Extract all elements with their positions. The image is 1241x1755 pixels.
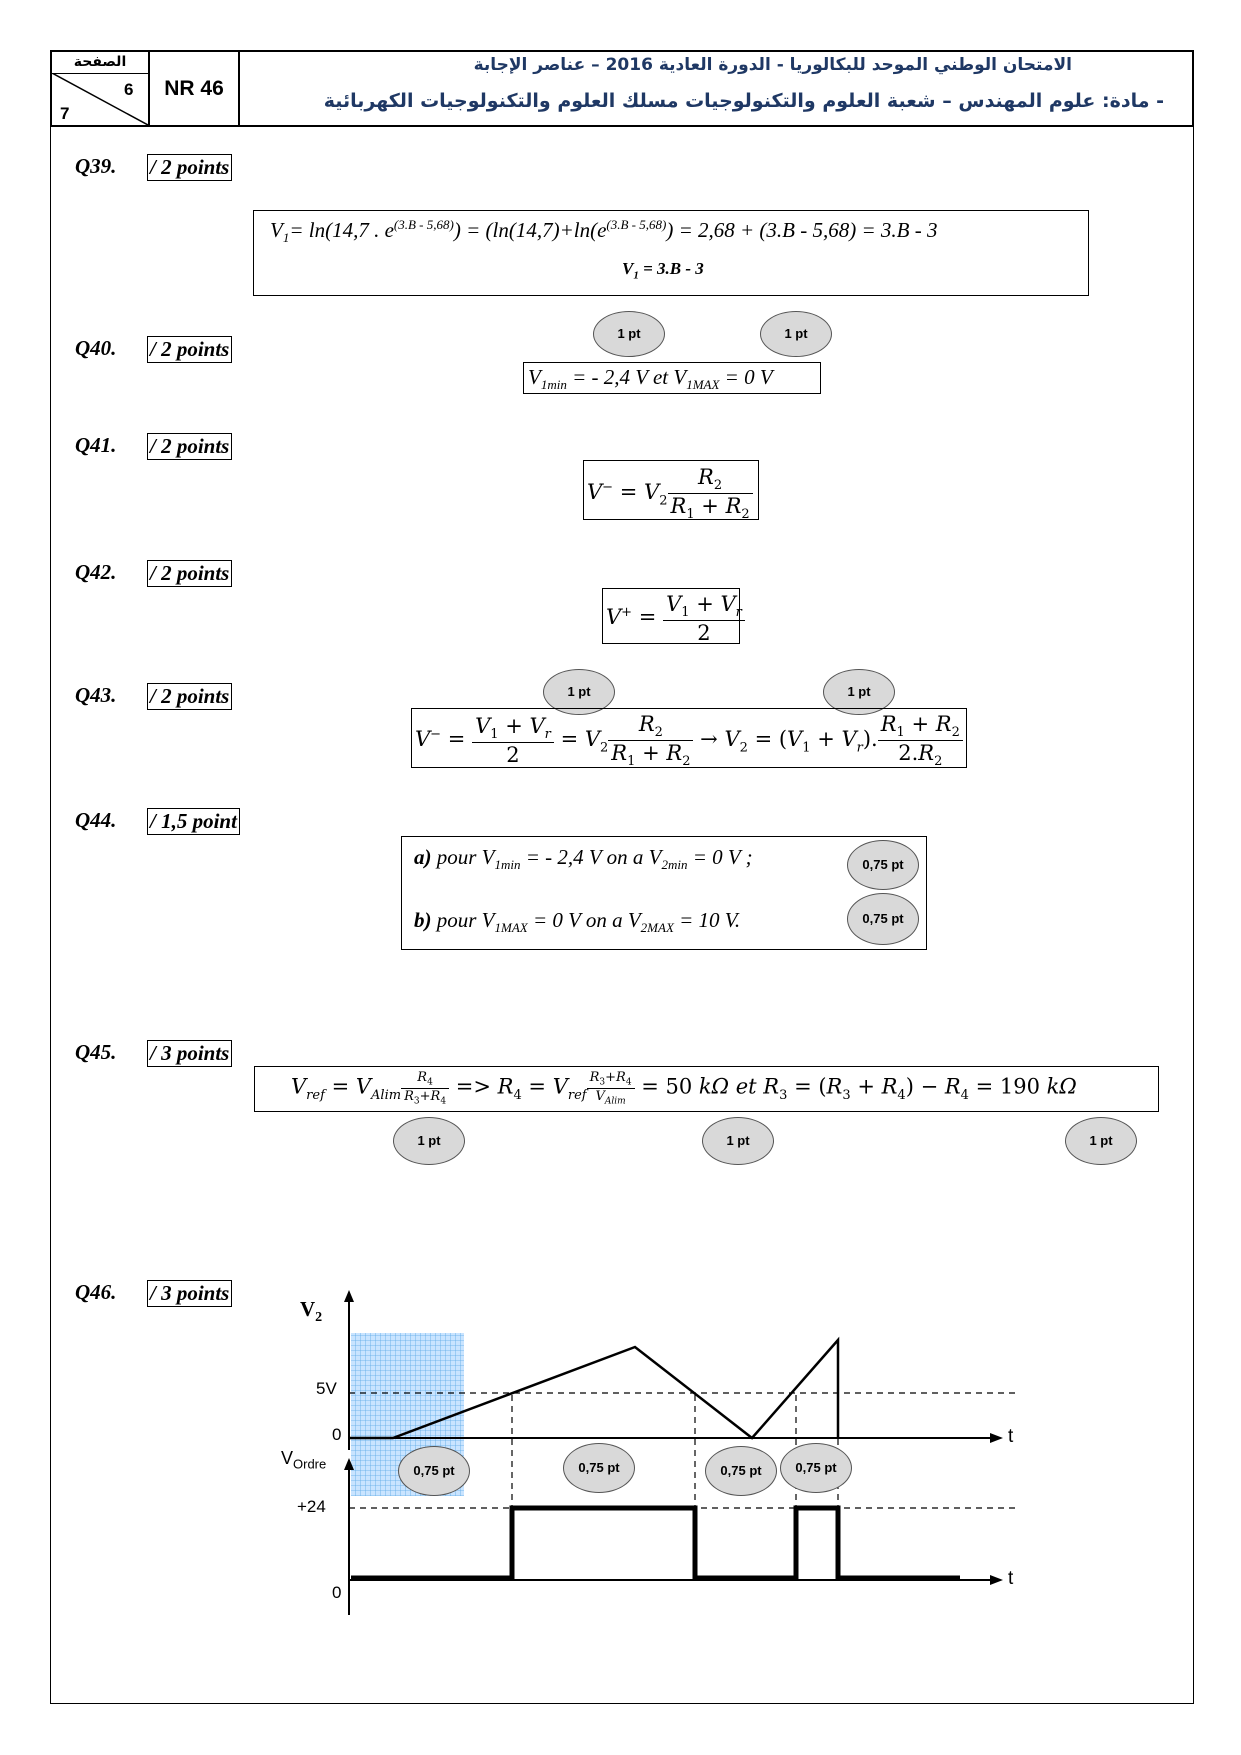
q44-answer-a: a) pour $V_{1min}$ = - 2,4 V on a $V_{2min} = 0$ V ; [414,845,753,873]
score-badge: 1 pt [593,311,665,357]
vordre-t-label: t [1008,1568,1014,1589]
score-badge: 0,75 pt [398,1446,470,1496]
score-badge: 1 pt [393,1117,465,1165]
q42-points: / 2 points [147,560,232,587]
q45-points: / 3 points [147,1040,232,1067]
q46-points: / 3 points [147,1280,232,1307]
q39-points: / 2 points [147,154,232,181]
q41-formula: $V^- = V_2$ $\frac{R_2}{R_1 + R_2}$ [587,465,753,522]
score-badge: 1 pt [823,669,895,715]
q39-equation: $V_1= \ln(14,7$ . $e^{(3.B - 5,68)}) = (\ln(14,7)+\ln(e^{(3.B - 5,68)}) = 2,68 + (3.B - 5,68) = 3.B - 3$ [270,217,938,246]
vordre-axis-label: $V_{Ordre}$ [281,1448,327,1472]
score-badge: 0,75 pt [563,1443,635,1493]
q40-points: / 2 points [147,336,232,363]
q45-label: Q45. [75,1040,117,1064]
q46-label: Q46. [75,1280,117,1304]
v2-axis-arrow-icon [344,1290,354,1302]
plus24-label: +24 [297,1497,326,1516]
q41-label: Q41. [75,433,117,457]
score-badge: 0,75 pt [847,840,919,890]
q42-formula: V+ = $\frac{V_1 + V_r}{2}$ [606,592,745,645]
score-badge: 1 pt [543,669,615,715]
score-badge: 1 pt [702,1117,774,1165]
five-volt-label: 5V [316,1379,337,1398]
score-badge: 1 pt [1065,1117,1137,1165]
q40-answer: $V_{1min}$ = - 2,4 V et $V_{1MAX} = 0$ V [528,365,773,393]
score-badge: 0,75 pt [780,1443,852,1493]
exam-title-line2: - مادة: علوم المهندس – شعبة العلوم والتكنولوجيات مسلك العلوم والتكنولوجيات الكهربائية [323,90,1164,112]
vordre-time-arrow-icon [990,1575,1003,1585]
page-total: 7 [60,104,70,123]
v2-t-label: t [1008,1426,1014,1447]
q44-points: / 1,5 point [147,808,240,835]
score-badge: 1 pt [760,311,832,357]
vordre-waveform [351,1508,960,1578]
v2-time-arrow-icon [990,1433,1003,1443]
page-label: الصفحة [52,52,148,74]
exam-code: NR 46 [150,52,240,125]
v2-zero-label: 0 [332,1425,342,1444]
q42-label: Q42. [75,560,117,584]
q39-label: Q39. [75,154,117,178]
q43-label: Q43. [75,683,117,707]
score-badge: 0,75 pt [847,893,919,945]
score-badge: 0,75 pt [705,1446,777,1496]
q39-result: $V_1 = 3.B - 3$ [622,259,704,282]
page-number: 6 [124,80,134,99]
q41-points: / 2 points [147,433,232,460]
q44-label: Q44. [75,808,117,832]
v2-axis-label: $V_2$ [300,1297,323,1326]
q45-formula: $V_{ref} = V_{Alim}$ $\frac{R_4}{R_3+R_4}$ => $R_4 = V_{ref}$ $\frac{R_3+R_4}{V_{Alim}}$ = 50 kΩ et $R_3 = (R_3 + R_4) - R_4 = 190$ kΩ [291,1070,1077,1107]
exam-title-line1: الامتحان الوطني الموحد للبكالوريا - الدورة العادية 2016 – عناصر الإجابة [473,55,1072,75]
q44-answer-b: b) pour $V_{1MAX} = 0$ V on a $V_{2MAX} = 10$ V. [414,908,741,936]
q40-label: Q40. [75,336,117,360]
q43-formula: V− = $\frac{V_1 + V_r}{2}$ = $V_2$ $\frac{R_2}{R_1 + R_2}$ → $V_2 = (V_1 + V_r)$. $\frac{R_1 + R_2}{2.R_2}$ [415,712,963,769]
q43-points: / 2 points [147,683,232,710]
vordre-zero-label: 0 [332,1583,342,1602]
